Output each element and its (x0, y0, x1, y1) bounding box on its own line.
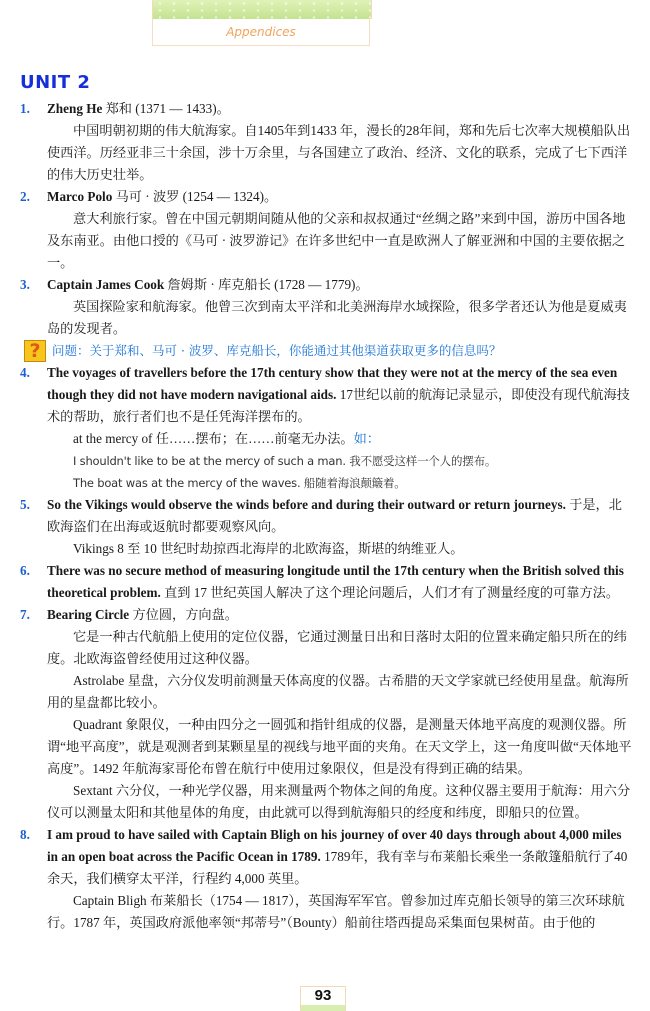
example-sentence: I shouldn't like to be at the mercy of such a man. 我不愿受这样一个人的摆布。 (73, 454, 497, 468)
item-heading: Zheng He (47, 101, 103, 116)
section-label: Appendices (226, 25, 296, 39)
note-item-1 (20, 98, 632, 186)
item-sentence-en: I am proud to have sailed with Captain Bligh on his journey of over 40 days through about 4,000 miles in an open boat across the Pacific Ocean in 1789. (47, 827, 622, 864)
page-number-decoration (301, 1005, 345, 1011)
item-sentence-zh: 直到 17 世纪英国人解决了这个理论问题后，人们才有了测量经度的可靠方法。 (160, 585, 620, 600)
note-item-6 (20, 560, 632, 604)
note-item-3 (20, 274, 632, 340)
question-prompt (24, 340, 632, 362)
item-paragraph: Sextant 六分仪，一种光学仪器，用来测量两个物体之间的角度。这种仪器主要用于航海：用六分仪可以测量太阳和其他星体的角度，由此就可以得到航海船只的经度和纬度，即船只的位置。 (47, 783, 631, 820)
item-paragraph: 它是一种古代航船上使用的定位仪器，它通过测量日出和日落时太阳的位置来确定船只所在的纬度。北欧海盗曾经使用过这种仪器。 (47, 629, 627, 666)
item-paragraph: 意大利旅行家。曾在中国元朝期间随从他的父亲和叔叔通过“丝绸之路”来到中国，游历中国各地及东南亚。由他口授的《马可 · 波罗游记》在许多世纪中一直是欧洲人了解亚洲和中国的主要依据之一。 (47, 211, 626, 270)
example-sentence: The boat was at the mercy of the waves. 船随着海浪颠簸着。 (73, 476, 406, 490)
item-number: 2. (20, 189, 30, 204)
item-number: 5. (20, 497, 30, 512)
item-heading-detail: 方位圆，方向盘。 (129, 607, 238, 622)
item-sentence-zh: 1789年，我有幸与布莱船长乘坐一条敞篷船航行了40 余天，我们横穿太平洋，行程约 4,000 英里。 (47, 849, 628, 886)
note-item-8 (20, 824, 632, 934)
item-paragraph: Quadrant 象限仪，一种由四分之一圆弧和指针组成的仪器，是测量天体地平高度的观测仪器。所谓“地平高度”，就是观测者到某颗星星的视线与地平面的夹角。在天文学上，这一角度叫做“天体地平高度”。1492 年航海家哥伦布曾在航行中使用过象限仪，但是没有得到正确的结果。 (47, 717, 632, 776)
note-term: at the mercy of (73, 431, 153, 446)
item-paragraph: 英国探险家和航海家。他曾三次到南太平洋和北美洲海岸水域探险，很多学者还认为他是夏威夷岛的发现者。 (47, 299, 627, 336)
question-text: 问题：关于郑和、马可 · 波罗、库克船长，你能通过其他渠道获取更多的信息吗？ (52, 343, 502, 358)
note-item-4 (20, 362, 632, 494)
header-decoration-band (152, 0, 372, 19)
item-number: 7. (20, 607, 30, 622)
note-item-5 (20, 494, 632, 560)
item-paragraph: 中国明朝初期的伟大航海家。自1405年到1433 年，漫长的28年间，郑和先后七次率大规模船队出使西洋。历经亚非三十余国，涉十万余里，与各国建立了政治、经济、文化的联系，完成了七下西洋的伟大历史壮举。 (47, 123, 631, 182)
notes-list (20, 98, 632, 934)
item-sentence-en: There was no secure method of measuring longitude until the 17th century when the British solved this theoretical problem. (47, 563, 624, 600)
item-number: 4. (20, 365, 30, 380)
item-heading: Captain James Cook (47, 277, 165, 292)
example-label: 如： (353, 431, 380, 446)
question-mark-icon: ? (24, 340, 46, 362)
item-sentence-zh: 17世纪以前的航海记录显示，即使没有现代航海技术的帮助，旅行者们也不是任凭海洋摆布的。 (47, 387, 630, 424)
page-number-box (300, 986, 346, 1011)
item-number: 1. (20, 101, 30, 116)
item-heading: Marco Polo (47, 189, 113, 204)
unit-title: UNIT 2 (20, 72, 91, 93)
item-heading: Bearing Circle (47, 607, 130, 622)
note-item-2 (20, 186, 632, 274)
section-header (152, 19, 370, 46)
item-sentence-en: So the Vikings would observe the winds before and during their outward or return journeys. (47, 497, 566, 512)
item-heading-detail: 詹姆斯 · 库克船长 (1728 — 1779)。 (164, 277, 369, 292)
item-heading-detail: 郑和 (1371 — 1433)。 (102, 101, 230, 116)
item-number: 6. (20, 563, 30, 578)
page-number: 93 (314, 987, 332, 1004)
item-sentence-en: The voyages of travellers before the 17th century show that they were not at the mercy of the sea even though they did not have modern navigational aids. (47, 365, 618, 402)
note-definition: 任……摆布；在……前毫无办法。 (152, 431, 354, 446)
item-sentence-zh: 于是，北欧海盗们在出海或返航时都要观察风向。 (47, 497, 622, 534)
note-item-7 (20, 604, 632, 824)
item-number: 3. (20, 277, 30, 292)
item-paragraph: Astrolabe 星盘，六分仪发明前测量天体高度的仪器。古希腊的天文学家就已经使用星盘。航海所用的星盘都比较小。 (47, 673, 629, 710)
item-heading-detail: 马可 · 波罗 (1254 — 1324)。 (112, 189, 278, 204)
item-paragraph: Captain Bligh 布莱船长（1754 — 1817），英国海军军官。曾参加过库克船长领导的第三次环球航行。1787 年，英国政府派他率领“邦蒂号”（Bounty）船前往塔西提岛采集面包果树苗。由于他的 (47, 893, 625, 930)
item-note: Vikings 8 至 10 世纪时劫掠西北海岸的北欧海盗，斯堪的纳维亚人。 (73, 541, 464, 556)
item-number: 8. (20, 827, 30, 842)
